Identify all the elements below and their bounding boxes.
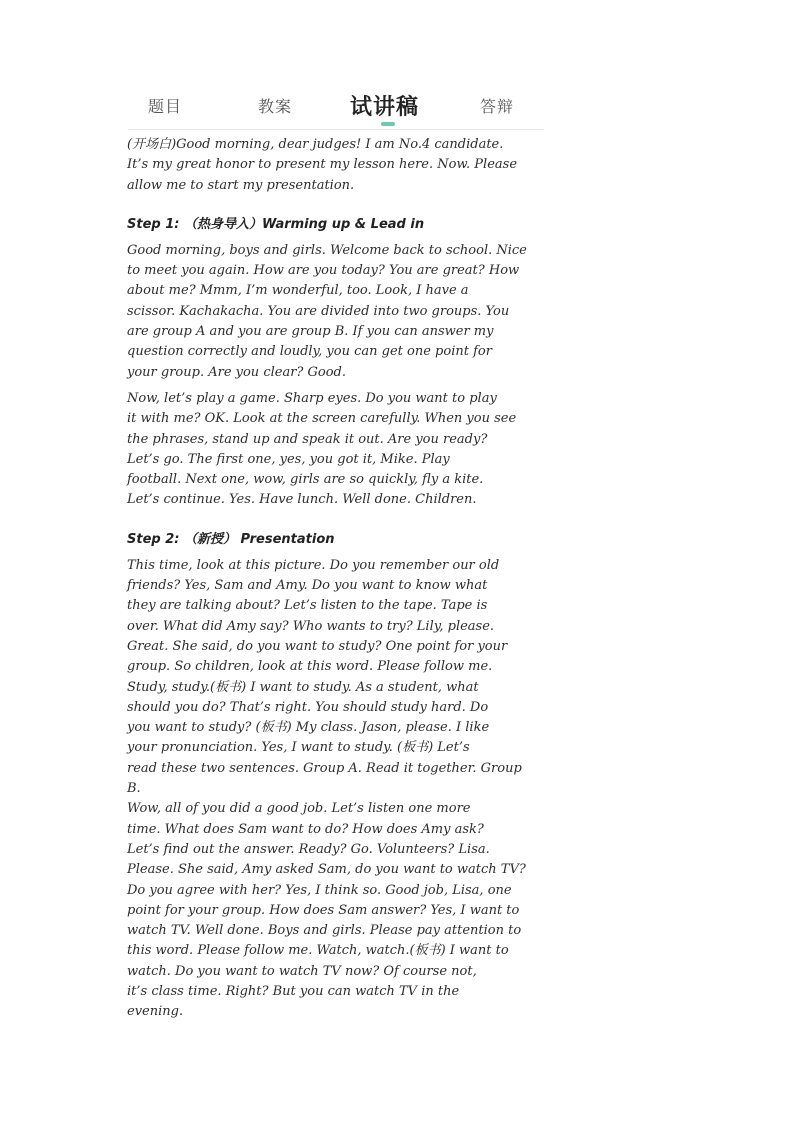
step2-heading: Step 2: （新授） Presentation — [127, 531, 335, 547]
step2-paragraph-1: This time, look at this picture. Do you remember our old friends? Yes, Sam and Amy. Do you want to know what they are talking about? Let’s listen to the tape. Tape is over. What did Amy say? Who wants to try? Lily, please. Great. She said, do you want to study? One point for your group. So children, look at this word. Please follow me. Study, study.(板书) I want to study. As a student, what should you do? That’s right. You should study hard. Do you want to study? (板书) My class. Jason, please. I like your pronunciation. Yes, I want to study. (板书) Let’s read these two sentences. Group A. Read it together. Group B. Wow, all of you did a good job. Let’s listen one more time. What does Sam want to do? How does Amy ask? Let’s find out the answer. Ready? Go. Volunteers? Lisa. Please. She said, Amy asked Sam, do you want to watch TV? Do you agree with her? Yes, I think so. Good job, Lisa, one point for your group. How does Sam answer? Yes, I want to watch TV. Well done. Boys and girls. Please pay attention to this word. Please follow me. Watch, watch.(板书) I want to watch. Do you want to watch TV now? Of course not, it’s class time. Right? But you can watch TV in the evening. — [127, 557, 526, 1020]
tab-divider — [128, 129, 544, 130]
tab-topic[interactable]: 题目 — [148, 97, 183, 116]
active-tab-indicator — [381, 122, 395, 126]
tab-lecture-script[interactable]: 试讲稿 — [350, 95, 420, 120]
step1-paragraph-1: Good morning, boys and girls. Welcome back to school. Nice to meet you again. How are you today? You are great? How about me? Mmm, I’m wonderful, too. Look, I have a scissor. Kachakacha. You are divided into two groups. You are group A and you are group B. If you can answer my question correctly and loudly, you can get one point for your group. Are you clear? Good. — [127, 242, 527, 380]
intro-paragraph: (开场白)Good morning, dear judges! I am No.4 candidate. It’s my great honor to present my lesson here. Now. Please allow me to start my presentation. — [127, 137, 518, 193]
step1-heading: Step 1: （热身导入）Warming up & Lead in — [127, 216, 425, 232]
tab-lesson-plan[interactable]: 教案 — [258, 97, 293, 116]
script-content — [127, 135, 537, 1023]
tab-defense[interactable]: 答辩 — [480, 97, 515, 116]
tab-bar — [128, 90, 544, 130]
step1-paragraph-2: Now, let’s play a game. Sharp eyes. Do you want to play it with me? OK. Look at the screen carefully. When you see the phrases, stand up and speak it out. Are you ready? Let’s go. The first one, yes, you got it, Mike. Play football. Next one, wow, girls are so quickly, fly a kite. Let’s continue. Yes. Have lunch. Well done. Children. — [127, 390, 517, 508]
